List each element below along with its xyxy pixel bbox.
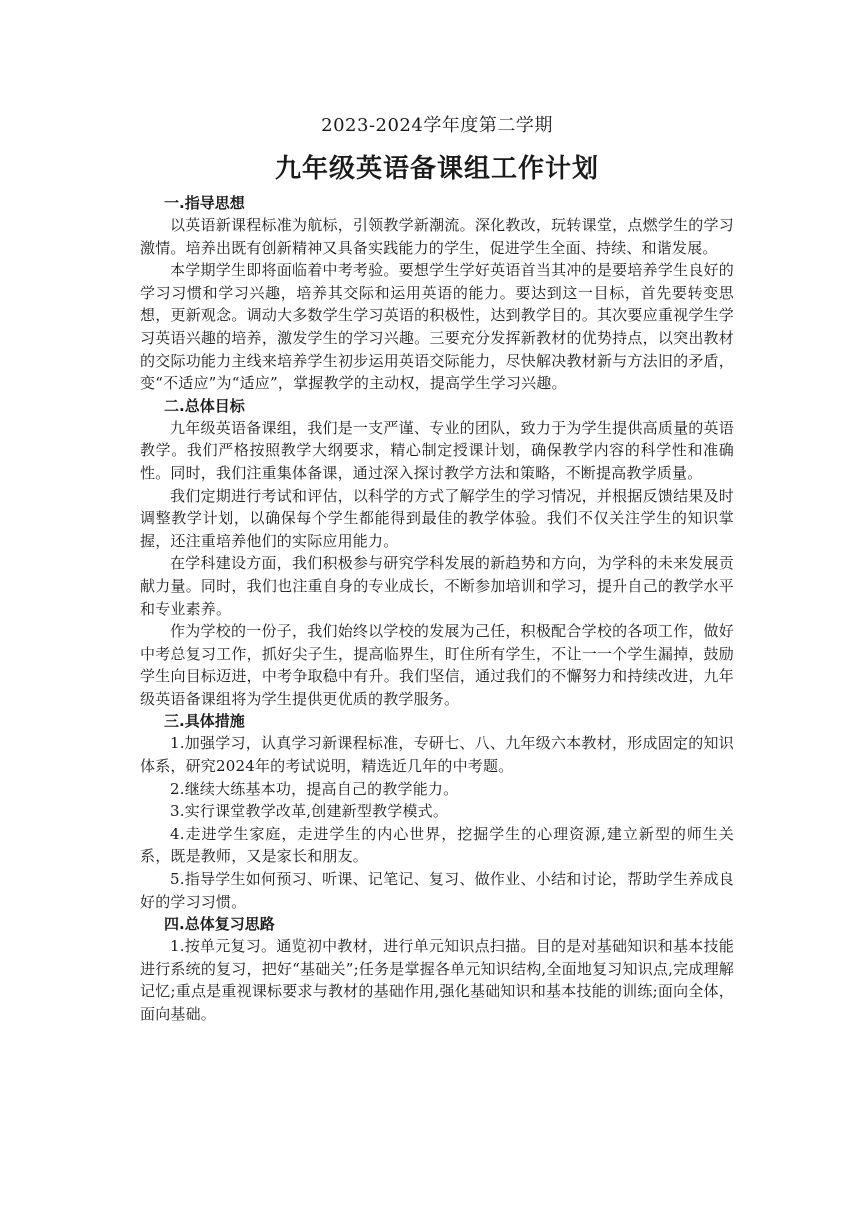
section-heading: 二.总体目标: [164, 396, 245, 415]
section-heading: 三.具体措施: [164, 712, 245, 731]
document-title: 九年级英语备课组工作计划: [274, 154, 599, 184]
section-heading: 一.指导思想: [164, 194, 245, 212]
list-item: 2.继续大练基本功，提高自己的教学能力。: [170, 779, 459, 798]
section-overall-goal: [140, 395, 734, 711]
paragraph: 以英语新课程标准为航标，引领教学新潮流。深化教改，玩转课堂，点燃学生的学习激情。培养出既有创新精神又具备实践能力的学生，促进学生全面、持续、和谐发展。: [140, 216, 734, 257]
list-item: 1.加强学习，认真学习新课程标准，专研七、八、九年级六本教材，形成固定的知识体系，研究2024年的考试说明，精选近几年的中考题。: [140, 734, 734, 776]
paragraph: 本学期学生即将面临着中考考验。要想学生学好英语首当其冲的是要培养学生良好的学习习惯和学习兴趣，培养其交际和运用英语的能力。要达到这一目标，首先要转变思想，更新观念。调动大多数学生学习英语的积极性，达到教学目的。其次要应重视学生学习英语兴趣的培养，激发学生的学习兴趣。三要充分发挥新教材的优势持点，以突出教材的交际功能力主线来培养学生初步运用英语交际能力，尽快解决教材新与方法旧的矛盾，变“不适应”为“适应”，掌握教学的主动权，提高学生学习兴趣。: [140, 261, 734, 393]
list-item: 3.实行课堂教学改革,创建新型教学模式。: [170, 802, 449, 821]
section-guiding-thought: [140, 192, 734, 395]
term-line: 2023-2024学年度第二学期: [321, 115, 553, 136]
paragraph: 我们定期进行考试和评估，以科学的方式了解学生的学习情况，并根据反馈结果及时调整教学计划，以确保每个学生都能得到最佳的教学体验。我们不仅关注学生的知识掌握，还注重培养他们的实际应用能力。: [140, 486, 734, 550]
section-heading: 四.总体复习思路: [164, 915, 275, 934]
list-item: 5.指导学生如何预习、听课、记笔记、复习、做作业、小结和讨论，帮助学生养成良好的学习习惯。: [140, 870, 734, 911]
section-specific-measures: [140, 710, 734, 913]
document-body: [140, 112, 734, 1026]
list-item: 4.走进学生家庭，走进学生的内心世界，挖掘学生的心理资源,建立新型的师生关系，既是教师，又是家长和朋友。: [140, 824, 734, 866]
paragraph: 在学科建设方面，我们积极参与研究学科发展的新趋势和方向，为学科的未来发展贡献力量。同时，我们也注重自身的专业成长，不断参加培训和学习，提升自己的教学水平和专业素养。: [140, 554, 734, 618]
paragraph: 九年级英语备课组，我们是一支严谨、专业的团队，致力于为学生提供高质量的英语教学。我们严格按照教学大纲要求，精心制定授课计划，确保教学内容的科学性和准确性。同时，我们注重集体备课，通过深入探讨教学方法和策略，不断提高教学质量。: [140, 418, 734, 482]
list-item: 1.按单元复习。通览初中教材，进行单元知识点扫描。目的是对基础知识和基本技能进行系统的复习，把好“基础关”;任务是掌握各单元知识结构,全面地复习知识点,完成理解记忆;重点是重视课标要求与教材的基础作用,强化基础知识和基本技能的训练;面向全体，面向基础。: [140, 937, 734, 1023]
paragraph: 作为学校的一份子，我们始终以学校的发展为己任，积极配合学校的各项工作，做好中考总复习工作，抓好尖子生，提高临界生，盯住所有学生，不让一一个学生漏掉，鼓励学生向目标迈进，中考争取稳中有升。我们坚信，通过我们的不懈努力和持续改进，九年级英语备课组将为学生提供更优质的教学服务。: [140, 622, 734, 708]
section-review-approach: [140, 913, 734, 1025]
